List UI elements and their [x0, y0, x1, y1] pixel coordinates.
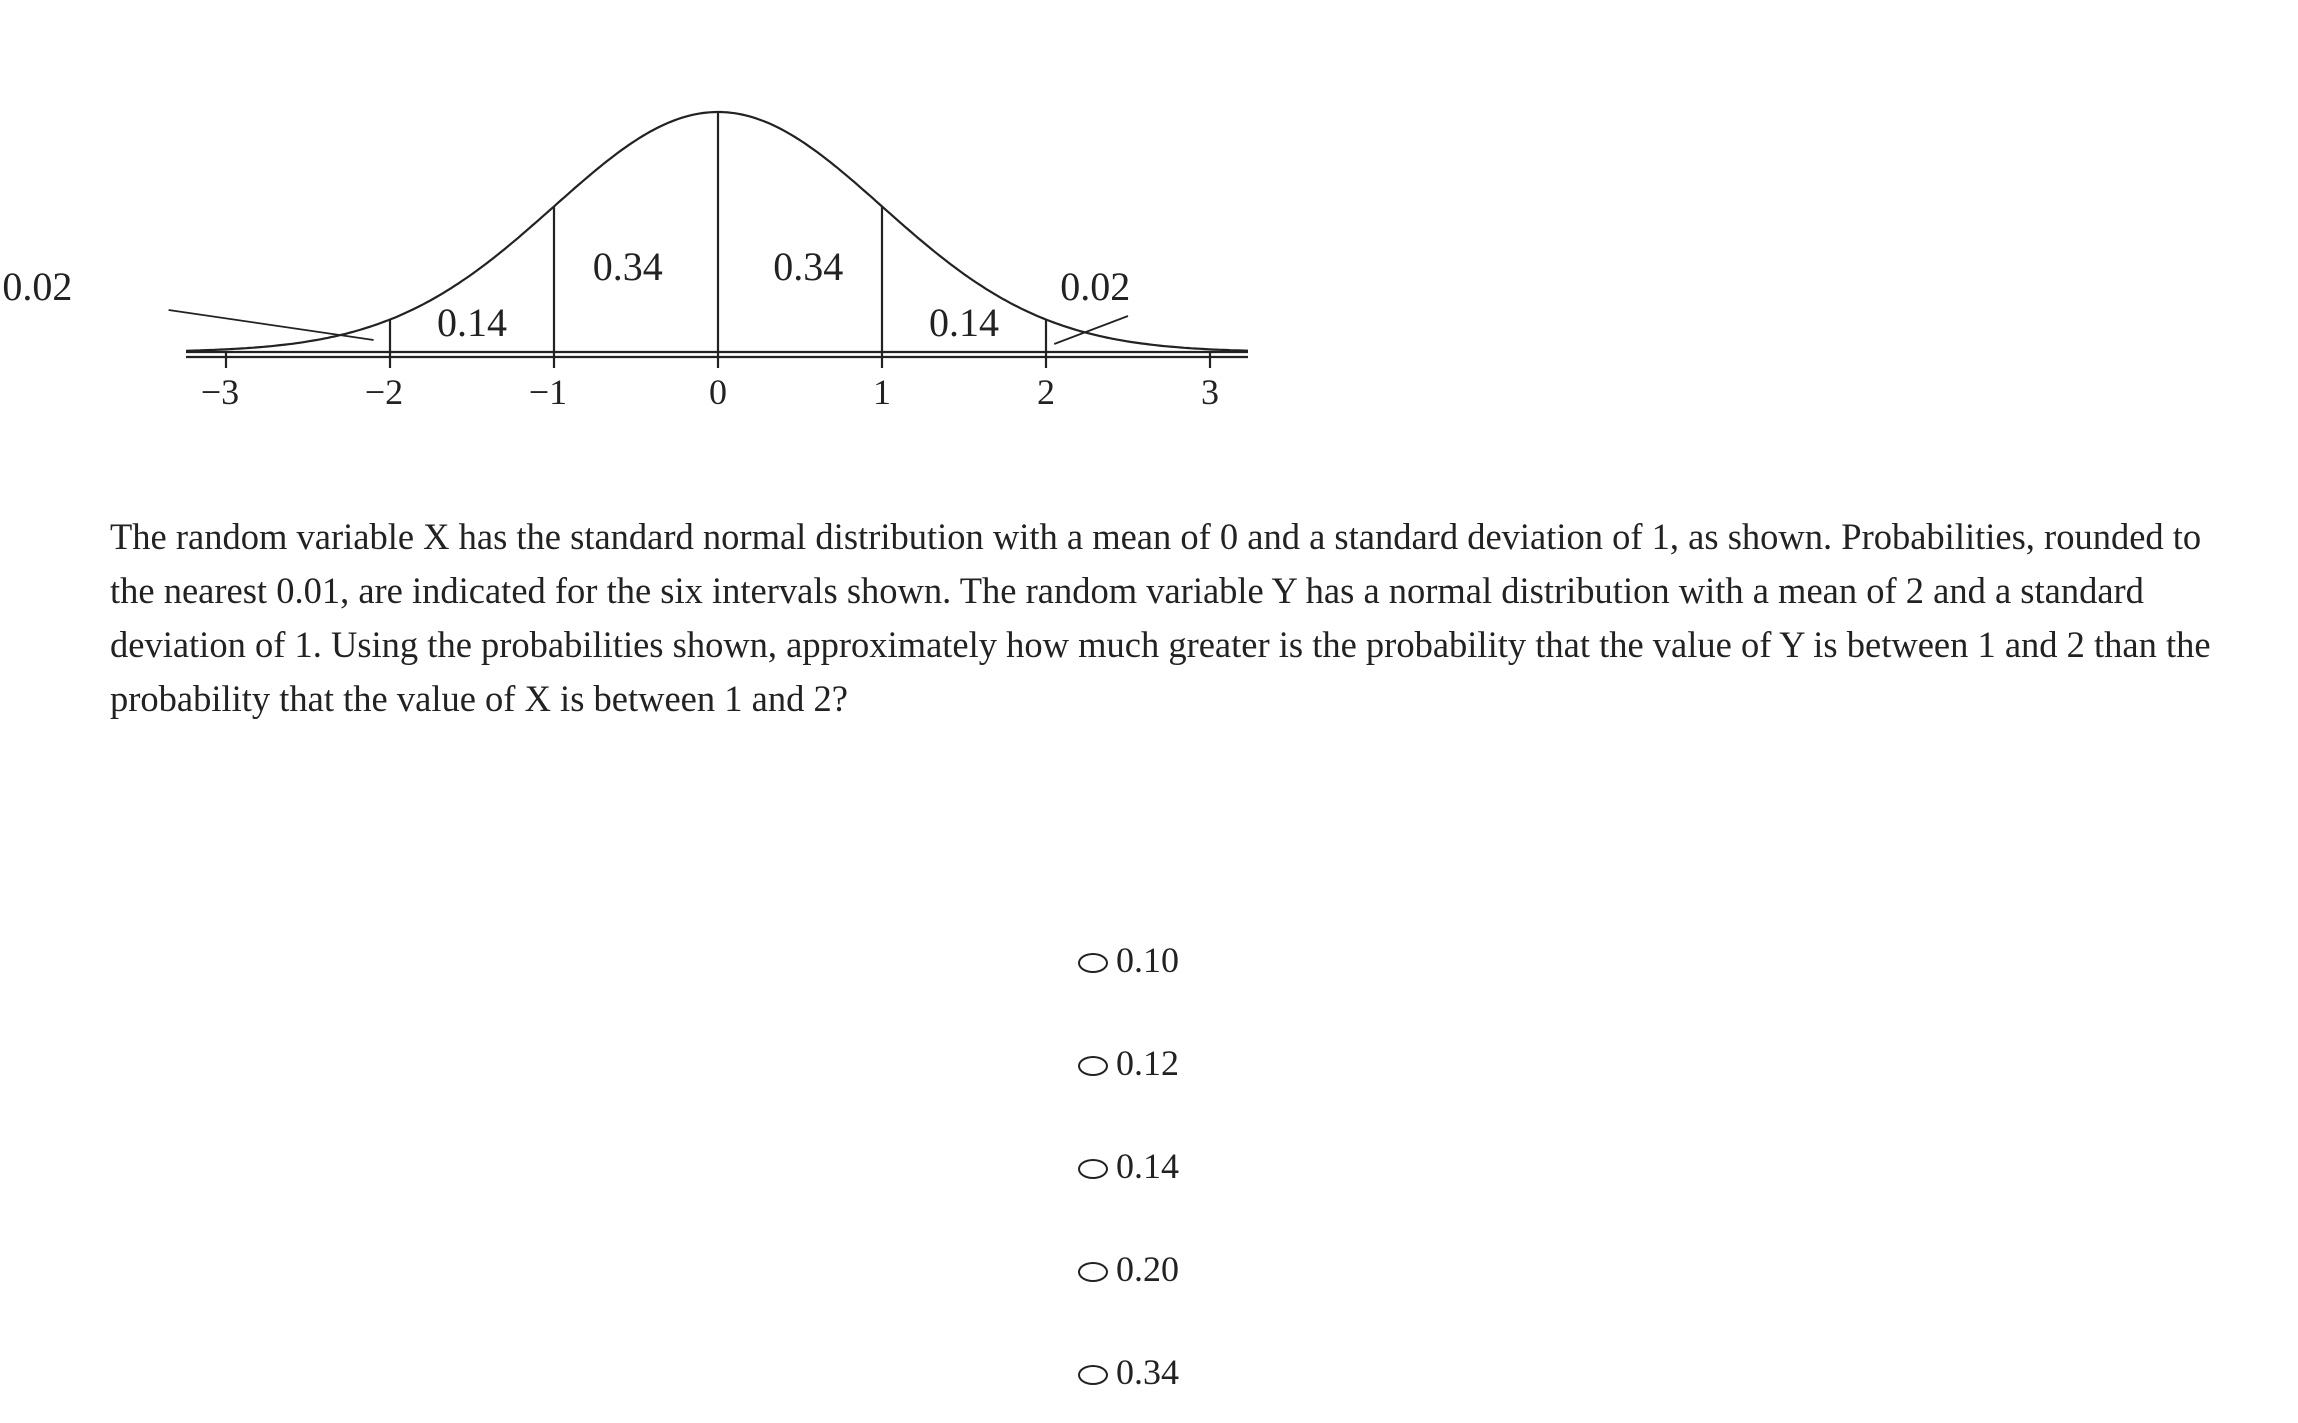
interval-probability-label: 0.14 — [929, 300, 999, 345]
answer-choice[interactable] — [1078, 1320, 1179, 1423]
leader-line-left — [169, 310, 374, 340]
answer-choice-label: 0.12 — [1116, 1042, 1179, 1083]
interval-probability-label: 0.34 — [592, 244, 663, 289]
label-layer — [2, 244, 1219, 412]
normal-distribution-figure — [0, 0, 1300, 420]
x-tick-label: −1 — [528, 372, 568, 412]
radio-button-icon[interactable] — [1078, 1159, 1108, 1179]
x-tick-label: 0 — [709, 372, 727, 412]
answer-choice-label: 0.10 — [1116, 939, 1179, 980]
x-tick-label: −3 — [200, 372, 240, 412]
radio-button-icon[interactable] — [1078, 953, 1108, 973]
interval-probability-label: 0.02 — [2, 264, 73, 309]
x-tick-label: −2 — [364, 372, 404, 412]
radio-button-icon[interactable] — [1078, 1262, 1108, 1282]
answer-choice-label: 0.34 — [1116, 1351, 1179, 1392]
answer-choice[interactable] — [1078, 1217, 1179, 1320]
answer-choice[interactable] — [1078, 1011, 1179, 1114]
curve-layer — [169, 112, 1248, 368]
interval-probability-label: 0.14 — [437, 300, 507, 345]
question-text: The random variable X has the standard normal distribution with a mean of 0 and a standard deviation of 1, as shown. Probabilities, rounded to the nearest 0.01, are indicated for the six intervals shown. The random variable Y has a normal distribution with a mean of 2 and a standard deviation of 1. Using the probabilities shown, approximately how much greater is the probability that the value of Y is between 1 and 2 than the probability that the value of X is between 1 and 2? — [110, 516, 2211, 719]
interval-probability-label: 0.02 — [1060, 264, 1131, 309]
radio-button-icon[interactable] — [1078, 1056, 1108, 1076]
answer-choice[interactable] — [1078, 1114, 1179, 1217]
radio-button-icon[interactable] — [1078, 1365, 1108, 1385]
answer-choice-label: 0.14 — [1116, 1145, 1179, 1186]
x-tick-label: 1 — [873, 372, 891, 412]
answer-choice[interactable] — [1078, 908, 1179, 1011]
x-tick-label: 3 — [1201, 372, 1219, 412]
x-tick-label: 2 — [1037, 372, 1055, 412]
answer-choice-label: 0.20 — [1116, 1248, 1179, 1289]
interval-probability-label: 0.34 — [773, 244, 844, 289]
answer-choices — [1078, 908, 1179, 1423]
